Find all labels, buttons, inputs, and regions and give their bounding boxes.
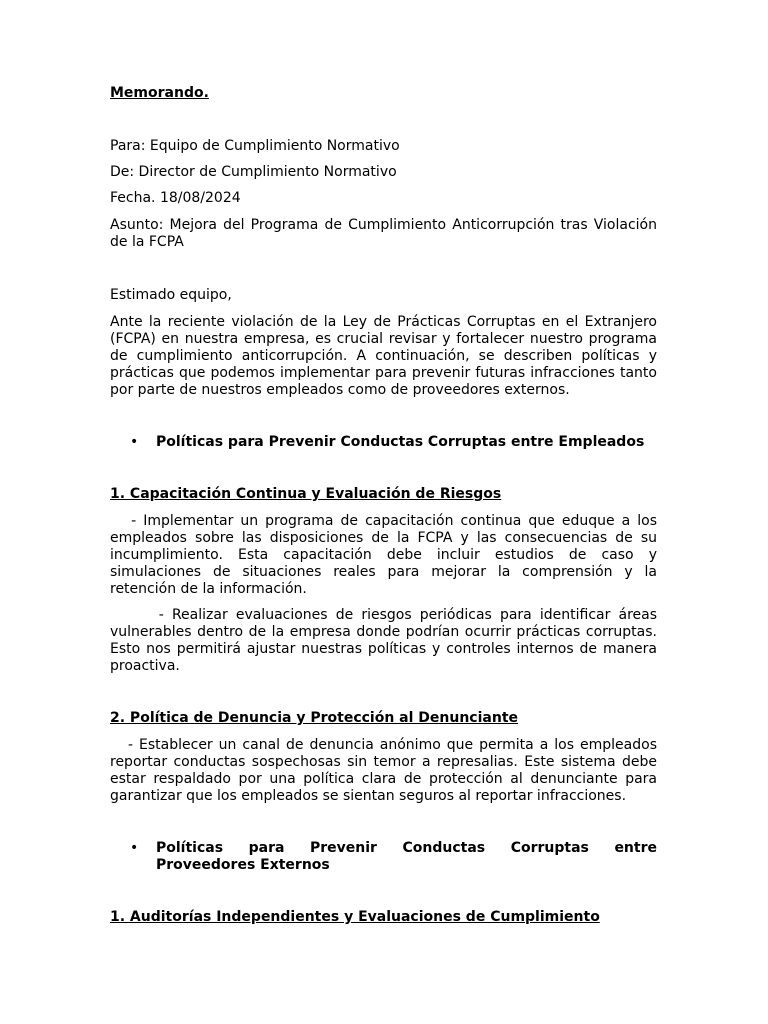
paragraph-whistleblower: - Establecer un canal de denuncia anónimo que permita a los empleados reportar conductas sospechosas sin temor a represalias. Este sistema debe estar respaldado por una política clara de protección al denunciante para garantizar que los empleados se sientan seguros al reportar infracciones. — [110, 737, 662, 804]
section-heading-employees: Políticas para Prevenir Conductas Corruptas entre Empleados — [156, 434, 645, 450]
bullet-icon: • — [130, 840, 139, 856]
subsection-title-audits: 1. Auditorías Independientes y Evaluaciones de Cumplimiento — [110, 909, 600, 925]
memo-title: Memorando. — [110, 85, 209, 101]
paragraph-risk-assessment: - Realizar evaluaciones de riesgos periódicas para identificar áreas vulnerables dentro de la empresa donde podrían ocurrir prácticas corruptas. Esto nos permitirá ajustar nuestras políticas y controles internos de manera proactiva. — [110, 607, 662, 674]
memo-greeting: Estimado equipo, — [110, 287, 232, 303]
subsection-title-whistleblower: 2. Política de Denuncia y Protección al Denunciante — [110, 710, 519, 726]
memo-date: Fecha. 18/08/2024 — [110, 190, 241, 206]
section-heading-suppliers: Políticas para Prevenir Conductas Corruptas entre Proveedores Externos — [156, 840, 657, 873]
memo-intro-paragraph: Ante la reciente violación de la Ley de Prácticas Corruptas en el Extranjero (FCPA) en nuestra empresa, es crucial revisar y fortalecer nuestro programa de cumplimiento anticorrupción. A continuación, se describen políticas y prácticas que podemos implementar para prevenir futuras infracciones tanto por parte de nuestros empleados como de proveedores externos. — [110, 314, 657, 398]
memo-subject: Asunto: Mejora del Programa de Cumplimiento Anticorrupción tras Violación de la FCPA — [110, 217, 657, 250]
memo-from: De: Director de Cumplimiento Normativo — [110, 164, 397, 180]
paragraph-training: - Implementar un programa de capacitación continua que eduque a los empleados sobre las disposiciones de la FCPA y las consecuencias de su incumplimiento. Esta capacitación debe incluir estudios de caso y simulaciones de situaciones reales para mejorar la comprensión y la retención de la información. — [110, 513, 662, 597]
bullet-icon: • — [130, 434, 139, 450]
subsection-title-training: 1. Capacitación Continua y Evaluación de Riesgos — [110, 486, 502, 502]
memo-to: Para: Equipo de Cumplimiento Normativo — [110, 138, 400, 154]
